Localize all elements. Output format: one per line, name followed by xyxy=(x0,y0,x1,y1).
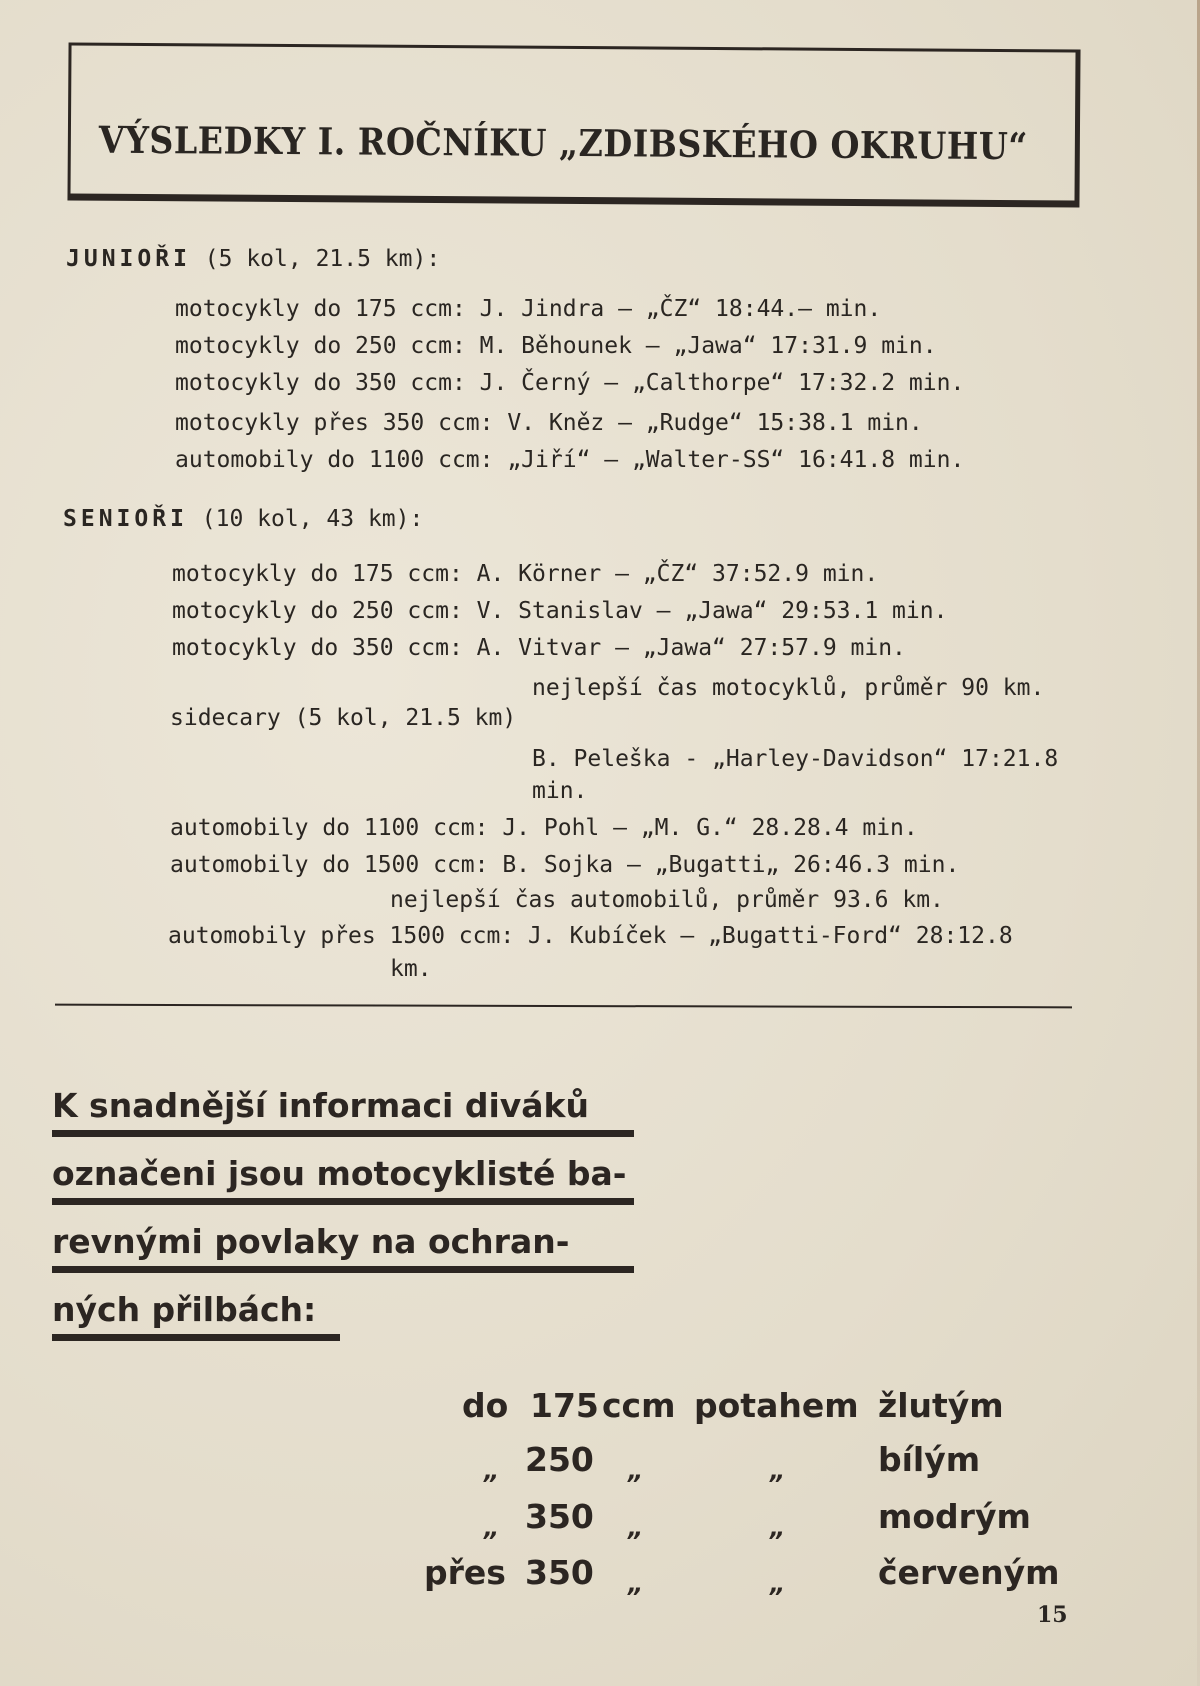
info-text: revnými povlaky na ochran- xyxy=(52,1222,570,1261)
helmet-color: žlutým xyxy=(878,1386,1004,1425)
senior-result: automobily přes 1500 ccm: J. Kubíček — „Bugatti-Ford“ 28:12.8 xyxy=(168,923,1013,949)
helmet-cell xyxy=(770,1505,785,1544)
info-line xyxy=(52,1222,569,1265)
senior-result: automobily do 1500 ccm: B. Sojka — „Bugatti„ 26:46.3 min. xyxy=(170,852,960,878)
senior-result: B. Peleška - „Harley-Davidson“ 17:21.8 xyxy=(532,746,1059,772)
helmet-cell: 350 xyxy=(525,1553,594,1592)
seniors-heading xyxy=(63,506,423,532)
helmet-cell xyxy=(628,1561,643,1600)
info-underline xyxy=(52,1130,634,1137)
helmet-color: bílým xyxy=(878,1440,981,1479)
info-underline xyxy=(52,1266,634,1273)
helmet-color: modrým xyxy=(878,1497,1031,1536)
senior-note: nejlepší čas motocyklů, průměr 90 km. xyxy=(532,675,1045,701)
info-line xyxy=(52,1290,316,1333)
juniors-name: JUNIOŘI xyxy=(66,246,191,272)
senior-note: nejlepší čas automobilů, průměr 93.6 km. xyxy=(390,887,944,913)
seniors-info: (10 kol, 43 km): xyxy=(201,506,424,532)
info-text: označeni jsou motocyklisté ba- xyxy=(52,1154,627,1193)
page-title: VÝSLEDKY I. ROČNÍKU „ZDIBSKÉHO OKRUHU“ xyxy=(98,117,1029,169)
info-text: K snadnější informaci diváků xyxy=(52,1086,589,1125)
junior-result: automobily do 1100 ccm: „Jiří“ — „Walter-SS“ 16:41.8 min. xyxy=(175,447,965,473)
helmet-cell: 350 xyxy=(525,1497,594,1536)
junior-result: motocykly přes 350 ccm: V. Kněz — „Rudge“ 15:38.1 min. xyxy=(175,410,923,436)
helmet-cell: přes xyxy=(424,1553,506,1592)
helmet-cell: potahem xyxy=(694,1386,859,1425)
helmet-cell: 175 xyxy=(530,1386,599,1425)
senior-result: motocykly do 350 ccm: A. Vitvar — „Jawa“ 27:57.9 min. xyxy=(172,635,906,661)
ditto-mark: „ xyxy=(770,1570,786,1598)
info-line xyxy=(52,1154,627,1197)
helmet-cell xyxy=(770,1561,785,1600)
helmet-cell xyxy=(484,1505,499,1544)
senior-result-cont: min. xyxy=(532,778,588,804)
junior-result: motocykly do 175 ccm: J. Jindra — „ČZ“ 18:44.— min. xyxy=(175,296,882,322)
ditto-mark: „ xyxy=(484,1457,500,1485)
junior-result: motocykly do 250 ccm: M. Běhounek — „Jawa“ 17:31.9 min. xyxy=(175,333,937,359)
helmet-color: červeným xyxy=(878,1553,1060,1592)
helmet-cell xyxy=(484,1448,499,1487)
page-number: 15 xyxy=(1037,1602,1068,1628)
helmet-cell: do xyxy=(462,1386,509,1425)
ditto-mark: „ xyxy=(770,1457,786,1485)
senior-result-cont: km. xyxy=(390,956,432,982)
senior-result: motocykly do 175 ccm: A. Körner — „ČZ“ 37:52.9 min. xyxy=(172,561,879,587)
junior-result: motocykly do 350 ccm: J. Černý — „Calthorpe“ 17:32.2 min. xyxy=(175,370,965,396)
senior-result: automobily do 1100 ccm: J. Pohl — „M. G.“ 28.28.4 min. xyxy=(170,815,918,841)
senior-result: motocykly do 250 ccm: V. Stanislav — „Jawa“ 29:53.1 min. xyxy=(172,598,948,624)
helmet-cell: ccm xyxy=(602,1386,676,1425)
info-line xyxy=(52,1086,589,1129)
ditto-mark: „ xyxy=(770,1514,786,1542)
juniors-info: (5 kol, 21.5 km): xyxy=(204,246,441,272)
seniors-name: SENIOŘI xyxy=(63,506,188,532)
divider xyxy=(55,1004,1072,1009)
ditto-mark: „ xyxy=(628,1457,644,1485)
info-underline xyxy=(52,1198,634,1205)
ditto-mark: „ xyxy=(628,1570,644,1598)
info-underline xyxy=(52,1334,340,1341)
ditto-mark: „ xyxy=(628,1514,644,1542)
helmet-cell xyxy=(628,1505,643,1544)
helmet-cell xyxy=(770,1448,785,1487)
juniors-heading xyxy=(66,246,440,272)
ditto-mark: „ xyxy=(484,1514,500,1542)
info-text: ných přilbách: xyxy=(52,1290,317,1329)
helmet-cell xyxy=(628,1448,643,1487)
helmet-cell: 250 xyxy=(525,1440,594,1479)
title-box xyxy=(67,42,1080,207)
sidecar-heading: sidecary (5 kol, 21.5 km) xyxy=(170,705,517,731)
